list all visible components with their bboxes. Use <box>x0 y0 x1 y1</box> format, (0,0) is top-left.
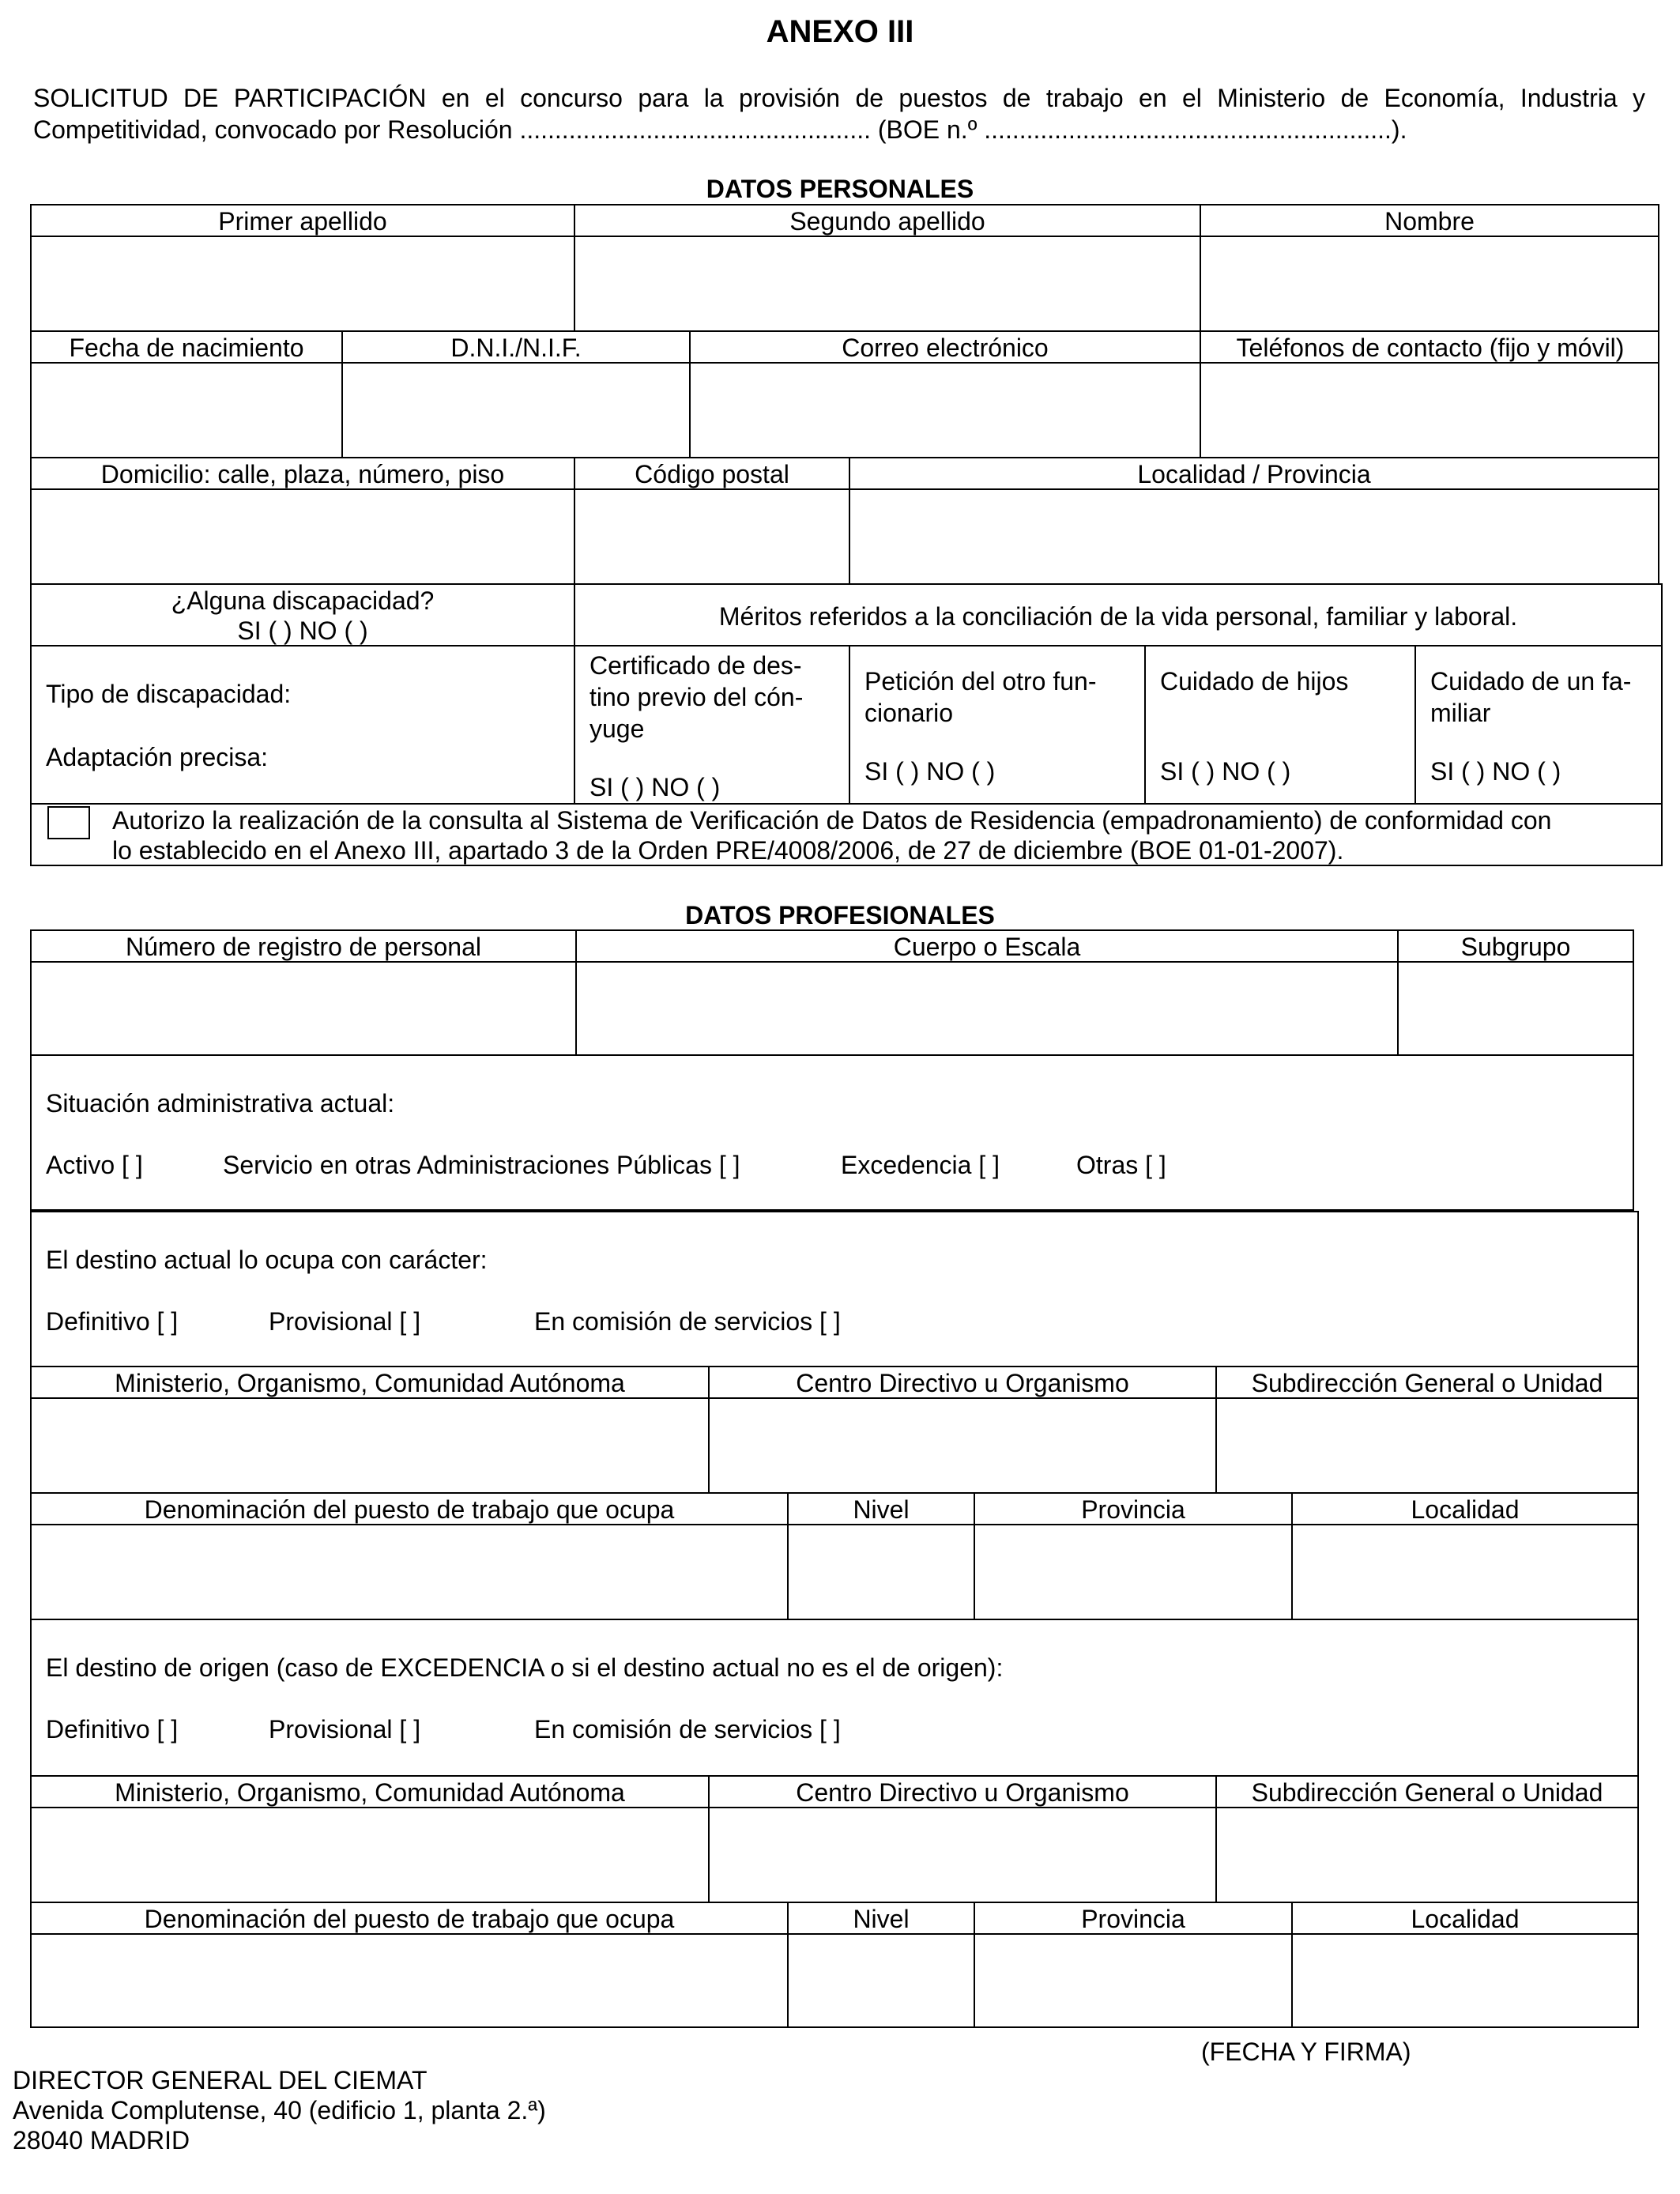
origin-subdirectorate-label: Subdirección General o Unidad <box>1251 1778 1603 1807</box>
phones-field[interactable] <box>1201 364 1658 457</box>
origin-locality-label: Localidad <box>1411 1905 1520 1933</box>
authorization-text-line-1: Autorizo la realización de la consulta al Sistema de Verificación de Datos de Residencia (empadronamiento) de conformidad con <box>112 806 1552 835</box>
merit-official-options[interactable]: SI ( ) NO ( ) <box>864 757 996 786</box>
origin-level-label: Nivel <box>853 1905 910 1933</box>
adaptation-label: Adaptación precisa: <box>46 743 269 771</box>
situation-active[interactable]: Activo [ ] <box>46 1151 143 1179</box>
dni-nif-field[interactable] <box>343 364 689 457</box>
intro-line-1: SOLICITUD DE PARTICIPACIÓN en el concurso para la provisión de puestos de trabajo en el Ministerio de Economía, Industria y <box>33 84 1645 112</box>
intro-line-2: Competitividad, convocado por Resolución .................................................. (BOE n.º ..........................................................). <box>33 115 1407 144</box>
authorization-text-line-2: lo establecido en el Anexo III, apartado 3 de la Orden PRE/4008/2006, de 27 de diciembre (BOE 01-01-2007). <box>112 836 1344 865</box>
address-field[interactable] <box>32 490 574 583</box>
date-signature-label: (FECHA Y FIRMA) <box>1201 2038 1411 2066</box>
merit-official-label: Petición del otro fun- cionario <box>864 667 1097 727</box>
email-field[interactable] <box>691 364 1200 457</box>
origin-destination-label: El destino de origen (caso de EXCEDENCIA o si el destino actual no es el de origen): <box>46 1653 1004 1682</box>
subgroup-label: Subgrupo <box>1460 933 1571 961</box>
birth-date-label: Fecha de nacimiento <box>69 334 304 362</box>
current-provisional[interactable]: Provisional [ ] <box>269 1307 421 1336</box>
name-field[interactable] <box>1201 237 1658 330</box>
first-surname-field[interactable] <box>32 237 574 330</box>
merit-relative-options[interactable]: SI ( ) NO ( ) <box>1430 757 1561 786</box>
corps-scale-label: Cuerpo o Escala <box>893 933 1081 961</box>
merit-children-options[interactable]: SI ( ) NO ( ) <box>1160 757 1291 786</box>
origin-definitive[interactable]: Definitivo [ ] <box>46 1715 179 1744</box>
personal-data-heading: DATOS PERSONALES <box>706 175 974 203</box>
origin-provisional[interactable]: Provisional [ ] <box>269 1715 421 1744</box>
situation-other-administrations[interactable]: Servicio en otras Administraciones Públicas [ ] <box>223 1151 740 1179</box>
origin-directorate-label: Centro Directivo u Organismo <box>796 1778 1129 1807</box>
origin-level-field[interactable] <box>789 1935 974 2028</box>
origin-province-field[interactable] <box>975 1935 1291 2028</box>
current-locality-label: Localidad <box>1411 1495 1520 1524</box>
current-position-label: Denominación del puesto de trabajo que ocupa <box>144 1495 675 1524</box>
second-surname-field[interactable] <box>575 237 1200 330</box>
postal-code-field[interactable] <box>575 490 849 583</box>
current-ministry-label: Ministerio, Organismo, Comunidad Autónoma <box>115 1369 625 1397</box>
origin-subdirectorate-field[interactable] <box>1217 1808 1637 1902</box>
authorization-checkbox[interactable] <box>47 806 90 839</box>
current-position-field[interactable] <box>32 1525 787 1619</box>
disability-question: ¿Alguna discapacidad? <box>171 586 435 615</box>
dni-nif-label: D.N.I./N.I.F. <box>450 334 582 362</box>
situation-leave[interactable]: Excedencia [ ] <box>841 1151 1000 1179</box>
email-label: Correo electrónico <box>842 334 1049 362</box>
current-province-label: Provincia <box>1081 1495 1185 1524</box>
origin-province-label: Provincia <box>1081 1905 1185 1933</box>
locality-province-field[interactable] <box>850 490 1658 583</box>
subgroup-field[interactable] <box>1399 963 1633 1054</box>
staff-registry-label: Número de registro de personal <box>125 933 481 961</box>
current-subdirectorate-field[interactable] <box>1217 1399 1637 1492</box>
current-definitive[interactable]: Definitivo [ ] <box>46 1307 179 1336</box>
current-directorate-field[interactable] <box>710 1399 1215 1492</box>
staff-registry-field[interactable] <box>32 963 575 1054</box>
administrative-situation-box <box>30 1054 1634 1211</box>
address-label: Domicilio: calle, plaza, número, piso <box>100 460 505 488</box>
address-line-1: DIRECTOR GENERAL DEL CIEMAT <box>13 2066 428 2094</box>
intro-paragraph <box>33 82 1645 145</box>
origin-service-commission[interactable]: En comisión de servicios [ ] <box>534 1715 841 1744</box>
disability-merits-row <box>30 645 1663 805</box>
origin-ministry-field[interactable] <box>32 1808 708 1902</box>
merit-children-label: Cuidado de hijos <box>1160 667 1349 696</box>
origin-directorate-field[interactable] <box>710 1808 1215 1902</box>
origin-ministry-label: Ministerio, Organismo, Comunidad Autónoma <box>115 1778 625 1807</box>
origin-locality-field[interactable] <box>1293 1935 1637 2028</box>
page-title: ANEXO III <box>766 14 914 49</box>
phones-label: Teléfonos de contacto (fijo y móvil) <box>1236 334 1625 362</box>
merit-relative-label: Cuidado de un fa- miliar <box>1430 667 1632 727</box>
first-surname-label: Primer apellido <box>218 207 387 236</box>
corps-scale-field[interactable] <box>577 963 1397 1054</box>
locality-province-label: Localidad / Provincia <box>1137 460 1371 488</box>
current-ministry-field[interactable] <box>32 1399 708 1492</box>
administrative-situation-label: Situación administrativa actual: <box>46 1089 395 1118</box>
address-line-3: 28040 MADRID <box>13 2126 190 2154</box>
professional-data-heading: DATOS PROFESIONALES <box>685 901 995 929</box>
origin-position-label: Denominación del puesto de trabajo que ocupa <box>144 1905 675 1933</box>
current-service-commission[interactable]: En comisión de servicios [ ] <box>534 1307 841 1336</box>
birth-date-field[interactable] <box>32 364 341 457</box>
disability-options[interactable]: SI ( ) NO ( ) <box>237 616 368 645</box>
disability-type-label: Tipo de discapacidad: <box>46 680 292 708</box>
current-level-label: Nivel <box>853 1495 910 1524</box>
second-surname-label: Segundo apellido <box>789 207 985 236</box>
situation-other[interactable]: Otras [ ] <box>1076 1151 1166 1179</box>
merit-spouse-label: Certificado de des- tino previo del cón- yuge <box>590 651 804 743</box>
current-directorate-label: Centro Directivo u Organismo <box>796 1369 1129 1397</box>
current-level-field[interactable] <box>789 1525 974 1619</box>
postal-code-label: Código postal <box>635 460 789 488</box>
current-province-field[interactable] <box>975 1525 1291 1619</box>
origin-position-field[interactable] <box>32 1935 787 2028</box>
current-destination-label: El destino actual lo ocupa con carácter: <box>46 1246 488 1274</box>
merits-header: Méritos referidos a la conciliación de la vida personal, familiar y laboral. <box>718 602 1518 631</box>
address-line-2: Avenida Complutense, 40 (edificio 1, planta 2.ª) <box>13 2096 546 2124</box>
current-locality-field[interactable] <box>1293 1525 1637 1619</box>
name-label: Nombre <box>1384 207 1475 236</box>
merit-spouse-options[interactable]: SI ( ) NO ( ) <box>590 773 721 801</box>
current-subdirectorate-label: Subdirección General o Unidad <box>1251 1369 1603 1397</box>
